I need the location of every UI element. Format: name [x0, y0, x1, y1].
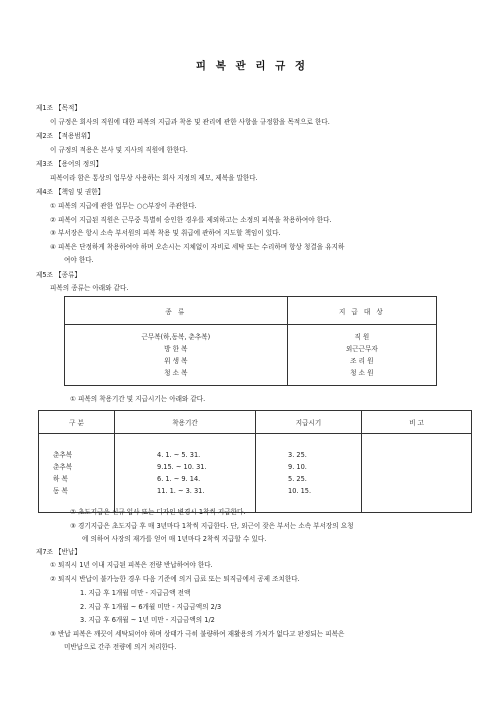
- uniform-period-table: [38, 410, 472, 513]
- article-4-heading: 제4조 【책임 및 권한】: [36, 188, 105, 196]
- note-2: ② 초도지급은 신규 입사 또는 디자인 변경시 1착씩 지급한다.: [70, 508, 246, 516]
- table2-category-cell: [39, 434, 115, 513]
- article-4-item: ② 피복이 지급된 직원은 근무중 특별히 승인한 경우를 제외하고는 소정의 피복을 착용하여야 한다.: [50, 216, 332, 224]
- table1-type-cell: [65, 325, 288, 386]
- table2-header: 지급시기: [256, 411, 362, 434]
- article-2-body: 이 규정의 적용은 본사 및 지사의 직원에 한한다.: [50, 146, 188, 154]
- article-3-body: 피복이라 함은 통상의 업무상 사용하는 회사 지정의 제모, 제복을 말한다.: [50, 174, 258, 182]
- table2-cell: 11. 1. ~ 3. 31.: [157, 487, 205, 495]
- table1-cell: 청 소 복: [164, 369, 188, 377]
- table2-cell: 춘추복: [53, 451, 73, 459]
- table2-cell: 6. 1. ~ 9. 14.: [157, 475, 201, 483]
- article-4-item: ① 피복의 지급에 관한 업무는 ○○부장이 주관한다.: [50, 202, 197, 210]
- article-7-subitem: 3. 지급 후 6개월 ~ 1년 미만 - 지급금액의 1/2: [80, 616, 215, 624]
- table2-header: 구 분: [39, 411, 115, 434]
- table2-cell: 9. 10.: [288, 463, 307, 471]
- note-1: ① 피복의 착용기간 및 지급시기는 아래와 같다.: [70, 395, 206, 403]
- table1-cell: 외근근무자: [345, 345, 378, 353]
- table1-cell: 직 원: [354, 333, 370, 341]
- article-7-subitem: 2. 지급 후 1개월 ~ 6개월 미만 - 지급금액의 2/3: [80, 603, 222, 611]
- article-7-item: ③ 반납 피복은 깨끗이 세탁되어야 하며 상태가 극히 불량하여 재활용의 가치가 없다고 판정되는 피복은: [50, 630, 345, 638]
- article-4-item: ④ 피복은 단정하게 착용하여야 하며 오손시는 지체없이 자비로 세탁 또는 수리하며 항상 청결을 유지하: [50, 243, 345, 251]
- article-1-heading: 제1조 【목적】: [36, 104, 81, 112]
- table1-cell: 근무복(하,동복, 춘추복): [141, 333, 211, 341]
- table2-cell: 5. 25.: [288, 475, 307, 483]
- table1-target-cell: [287, 325, 436, 386]
- note-3-continued: 에 의하여 사장의 재가를 얻어 매 1년마다 2착씩 지급할 수 있다.: [82, 535, 267, 543]
- table1-cell: 조 리 원: [350, 357, 374, 365]
- table2-cell: 4. 1. ~ 5. 31.: [157, 451, 201, 459]
- article-5-heading: 제5조 【종류】: [36, 271, 81, 279]
- article-1-body: 이 규정은 회사의 직원에 대한 피복의 지급과 착용 및 관리에 관한 사항을 규정함을 목적으로 한다.: [50, 118, 330, 126]
- article-7-item-continued: 미반납으로 간주 전량에 의거 처리한다.: [64, 643, 177, 651]
- article-5-body: 피복의 종류는 아래와 같다.: [50, 284, 129, 292]
- table1-header: 종 류: [65, 297, 288, 325]
- table2-cell: 10. 15.: [288, 487, 312, 495]
- note-3: ③ 경기지급은 초도지급 후 매 3년마다 1착씩 지급한다. 단, 외근이 잦은 부서는 소속 부서장의 요청: [70, 522, 354, 530]
- table2-issue-cell: [256, 434, 362, 513]
- article-7-item: ① 퇴직시 1년 이내 지급된 피복은 전량 반납하여야 한다.: [50, 561, 213, 569]
- article-2-heading: 제2조 【적용범위】: [36, 132, 94, 140]
- table1-cell: 위 생 복: [164, 357, 188, 365]
- table2-cell: 춘추복: [53, 463, 73, 471]
- uniform-type-table: [64, 296, 437, 386]
- article-7-heading: 제7조 【반납】: [36, 548, 81, 556]
- table2-header: 착용기간: [115, 411, 256, 434]
- article-4-item: ③ 부서장은 항시 소속 부서원의 피복 착용 및 취급에 관하여 지도할 책임이 있다.: [50, 229, 281, 237]
- table2-remark-cell: [362, 434, 472, 513]
- article-7-subitem: 1. 지급 후 1개월 미만 - 지급금액 전액: [80, 589, 191, 597]
- table2-cell: 동 복: [53, 487, 68, 495]
- table2-cell: 9.15. ~ 10. 31.: [157, 463, 207, 471]
- table1-header: 지 급 대 상: [287, 297, 436, 325]
- document-title: 피 복 관 리 규 정: [195, 60, 309, 72]
- table2-cell: 하 복: [53, 475, 68, 483]
- table1-cell: 방 한 복: [164, 345, 188, 353]
- table2-header: 비 고: [362, 411, 472, 434]
- table1-cell: 청 소 원: [350, 369, 374, 377]
- table2-period-cell: [115, 434, 256, 513]
- article-7-item: ② 퇴직시 반납이 불가능한 경우 다음 기준에 의거 급료 또는 퇴직금에서 공제 조치한다.: [50, 575, 300, 583]
- table2-cell: 3. 25.: [288, 451, 307, 459]
- article-3-heading: 제3조 【용어의 정의】: [36, 160, 103, 168]
- article-4-item-continued: 여야 한다.: [64, 256, 94, 264]
